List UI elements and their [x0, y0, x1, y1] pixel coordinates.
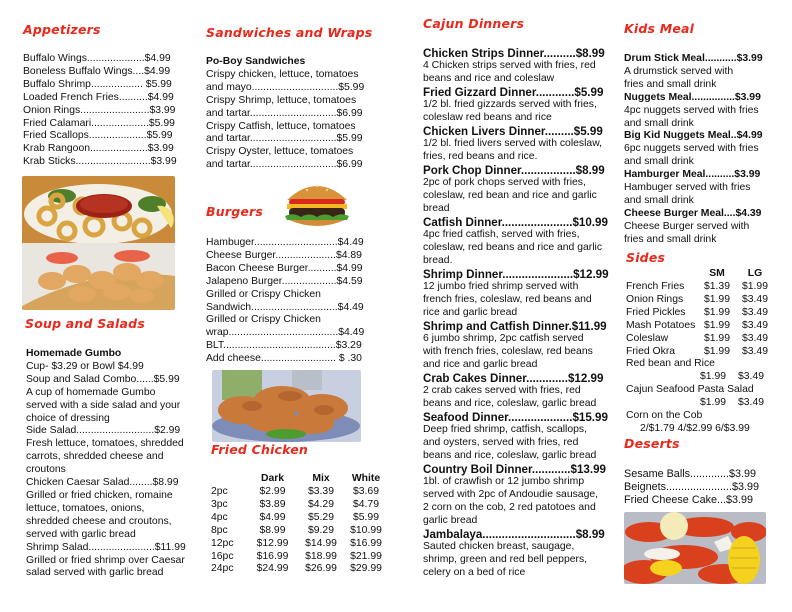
- col-size: [211, 473, 248, 486]
- sides-header: Sides: [626, 250, 666, 265]
- burgers-list: [206, 237, 364, 366]
- side-price-row: [626, 397, 774, 410]
- soup-line: served with a side salad and your: [26, 399, 181, 411]
- kids-header: Kids Meal: [624, 21, 695, 36]
- price-cell: $4.99: [259, 511, 286, 523]
- cajun-item-desc: with french fries, coleslaw, red beans: [423, 345, 593, 357]
- side-price: $1.99: [703, 293, 730, 305]
- cajun-item-desc: Sauted chicken breast, saugage,: [423, 540, 575, 552]
- side-price: $1.99: [703, 332, 730, 344]
- kids-item: [624, 208, 763, 247]
- side-price: $3.49: [741, 332, 768, 344]
- cajun-item-name: Fried Gizzard Dinner............$5.99: [423, 86, 604, 100]
- kids-item: [624, 92, 763, 131]
- cajun-item: [423, 372, 609, 411]
- cajun-item-desc: 2pc of pork chops served with fries,: [423, 177, 586, 189]
- appetizer-item: Fried Calamari....................$5.99: [23, 117, 175, 129]
- soup-line: Shrimp Salad.......................$11.99: [26, 541, 186, 553]
- price-cell: $18.99: [305, 550, 337, 562]
- kids-item-desc: fries and small drink: [624, 233, 717, 245]
- desserts-list: [624, 468, 759, 508]
- side-corn-prices: 2/$1.79 4/$2.99 6/$3.99: [640, 422, 750, 434]
- fried-chicken-table: [211, 473, 387, 576]
- price-cell: $8.99: [259, 524, 286, 536]
- burger-line: Grilled or Crispy Chicken: [206, 288, 321, 300]
- soup-line: salad served with garlic bread: [26, 567, 164, 579]
- cajun-item: [423, 320, 609, 372]
- piece-count: 4pc: [211, 511, 228, 523]
- appetizer-item: Boneless Buffalo Wings....$4.99: [23, 65, 171, 77]
- price-cell: $10.99: [350, 524, 382, 536]
- soups-list: [26, 348, 186, 580]
- side-name: Fried Okra: [626, 345, 676, 357]
- kids-item: [624, 130, 763, 169]
- cajun-item: [423, 125, 609, 164]
- appetizer-item: Buffalo Shrimp.................. $5.99: [23, 78, 172, 90]
- piece-count: 24pc: [211, 563, 234, 575]
- side-price-sm: $1.99: [700, 397, 727, 409]
- cajun-item-desc: and rice and garlic bread: [423, 358, 538, 370]
- cajun-item-desc: 4pc fried catfish, served with fries,: [423, 229, 580, 241]
- appetizer-item: Loaded French Fries..........$4.99: [23, 91, 174, 103]
- kids-item-desc: and small drink: [624, 156, 694, 168]
- cajun-item-desc: coleslaw red beans and rice: [423, 112, 552, 124]
- cajun-item-name: Seafood Dinner....................$15.99: [423, 410, 608, 424]
- side-name: Fried Pickles: [626, 306, 686, 318]
- col-white: White: [351, 473, 381, 485]
- soup-line: shredded cheese and croutons,: [26, 515, 172, 527]
- cajun-item-desc: fries, red beans and rice.: [423, 151, 538, 163]
- kids-item-desc: fries and small drink: [624, 78, 717, 90]
- kids-item-desc: A drumstick served with: [624, 65, 734, 77]
- col-side: [626, 268, 698, 281]
- burger-line: Grilled or Crispy Chicken: [206, 314, 321, 326]
- cajun-item-desc: 2 corn on the cob, 2 red patotoes and: [423, 501, 596, 513]
- fried-chicken-header-row: [211, 473, 387, 486]
- burger-line: BLT.......................................$3.29: [206, 340, 362, 352]
- cajun-item-name: Jambalaya.............................$8.99: [423, 527, 605, 541]
- burger-line: Add cheese.......................... $ .30: [206, 353, 362, 365]
- soup-line: Chicken Caesar Salad........$8.99: [26, 477, 179, 489]
- cajun-item-desc: 1/2 bl. fried livers served with coleslaw,: [423, 138, 603, 150]
- sandwich-line: Crispy chicken, lettuce, tomatoes: [206, 68, 359, 80]
- sandwiches-list: [206, 56, 364, 172]
- side-price-lg: $3.49: [738, 397, 765, 409]
- sandwich-line: and tartar..............................$6.99: [206, 159, 363, 171]
- price-cell: $5.99: [352, 511, 379, 523]
- cajun-item: [423, 528, 609, 580]
- fried-chicken-row: [211, 551, 387, 564]
- price-cell: $14.99: [305, 537, 337, 549]
- side-row: [626, 307, 774, 320]
- price-cell: $26.99: [305, 563, 337, 575]
- kids-list: [624, 53, 763, 247]
- appetizer-item: Buffalo Wings....................$4.99: [23, 53, 171, 64]
- kids-item-desc: 6pc nuggets served with fries: [624, 143, 759, 155]
- cajun-item-desc: shrimp, green and red bell peppers,: [423, 553, 588, 565]
- piece-count: 2pc: [211, 486, 228, 497]
- cajun-list: [423, 47, 609, 579]
- sides-table: [626, 268, 774, 358]
- sandwich-line: Crispy Catfish, lettuce, tomatoes: [206, 120, 356, 132]
- side-price: $3.49: [741, 319, 768, 331]
- soup-line: Fresh lettuce, tomatoes, shredded: [26, 438, 184, 450]
- kids-item-desc: Cheese Burger served with: [624, 220, 750, 232]
- cajun-item: [423, 268, 609, 320]
- appetizer-item: Onion Rings........................$3.99: [23, 104, 176, 116]
- cajun-item-name: Chicken Livers Dinner.........$5.99: [423, 125, 603, 139]
- soup-line: A cup of homemade Gumbo: [26, 386, 156, 398]
- price-cell: $21.99: [350, 550, 382, 562]
- cajun-item-desc: celery on a bed of rice: [423, 566, 526, 578]
- fried-chicken-header: Fried Chicken: [211, 442, 309, 457]
- side-row: [626, 320, 774, 333]
- soup-line: Cup- $3.29 or Bowl $4.99: [26, 360, 144, 372]
- kids-item-name: Drum Stick Meal...........$3.99: [624, 53, 763, 64]
- cajun-item-desc: coleslaw, red bean and rice and garlic: [423, 190, 597, 202]
- cajun-item: [423, 47, 609, 86]
- appetizer-item: Fried Scallops....................$5.99: [23, 130, 173, 142]
- side-name: French Fries: [626, 281, 685, 292]
- soup-line: Grilled or fried shrimp over Caesar: [26, 554, 185, 566]
- kids-item-desc: and small drink: [624, 194, 694, 206]
- price-cell: $16.99: [256, 550, 289, 562]
- fried-chicken-row: [211, 486, 387, 499]
- col-lg: LG: [747, 268, 763, 280]
- appetizer-item: Krab Rangoon....................$3.99: [23, 143, 174, 155]
- sandwich-heading: Po-Boy Sandwiches: [206, 56, 306, 67]
- price-cell: $3.39: [307, 486, 334, 497]
- price-cell: $4.79: [352, 498, 379, 510]
- side-name: Onion Rings: [626, 293, 684, 305]
- price-cell: $5.29: [307, 511, 334, 523]
- cajun-item-desc: 6 jumbo shrimp, 2pc catfish served: [423, 333, 584, 345]
- side-name: Coleslaw: [626, 332, 669, 344]
- side-row: [626, 281, 774, 294]
- cajun-item: [423, 164, 609, 216]
- cajun-item-name: Shrimp Dinner......................$12.99: [423, 267, 609, 281]
- soup-line: Grilled or fried chicken, romaine: [26, 489, 173, 501]
- piece-count: 16pc: [211, 550, 234, 562]
- cajun-item-desc: beans and rice, coleslaw, garlic bread: [423, 449, 597, 461]
- kids-item-name: Nuggets Meal...............$3.99: [624, 91, 761, 103]
- cajun-item-name: Chicken Strips Dinner..........$8.99: [423, 47, 605, 60]
- cajun-item-name: Pork Chop Dinner.................$8.99: [423, 164, 605, 178]
- soup-line: served with garlic bread: [26, 528, 136, 540]
- piece-count: 8pc: [211, 524, 228, 536]
- price-cell: $16.99: [350, 537, 382, 549]
- burger-line: wrap......................................$4.49: [206, 327, 365, 339]
- cajun-item-name: Shrimp and Catfish Dinner.$11.99: [423, 319, 607, 333]
- side-price: $3.49: [741, 345, 768, 357]
- side-price: $3.49: [741, 306, 768, 318]
- kids-item: [624, 169, 763, 208]
- side-price: $1.99: [741, 281, 768, 292]
- cajun-item-desc: Deep fried shrimp, catfish, scallops,: [423, 423, 588, 435]
- side-price: $3.49: [741, 293, 768, 305]
- soup-line: Soup and Salad Combo......$5.99: [26, 373, 180, 385]
- cajun-item-name: Crab Cakes Dinner.............$12.99: [423, 371, 604, 385]
- side-price-sm: $1.99: [700, 371, 727, 383]
- col-mix: Mix: [312, 473, 330, 485]
- soup-line: choice of dressing: [26, 412, 110, 424]
- fried-chicken-row: [211, 525, 387, 538]
- col-dark: Dark: [260, 473, 285, 485]
- side-row: [626, 333, 774, 346]
- crawfish-boil-photo: [624, 512, 766, 584]
- burger-line: Sandwich..............................$4.49: [206, 301, 364, 313]
- cajun-item-desc: rice and garlic bread: [423, 306, 518, 318]
- cajun-item-desc: 12 jumbo fried shrimp served with: [423, 281, 579, 293]
- price-cell: $3.69: [352, 486, 379, 497]
- cajun-item: [423, 216, 609, 268]
- side-row: [626, 294, 774, 307]
- kids-item-desc: Hambuger served with fries: [624, 182, 751, 194]
- dessert-item: Sesame Balls.............$3.99: [624, 468, 757, 480]
- side-row: [626, 346, 774, 359]
- soup-line: lettuce, tomatoes, onions,: [26, 502, 145, 514]
- side-price: $1.99: [703, 306, 730, 318]
- fried-chicken-row: [211, 538, 387, 551]
- soup-heading: Homemade Gumbo: [26, 348, 122, 359]
- soup-line: croutons: [26, 464, 66, 476]
- side-price-lg: $3.49: [738, 371, 765, 383]
- price-cell: $12.99: [256, 537, 289, 549]
- burger-line: Cheese Burger.....................$4.89: [206, 249, 362, 261]
- price-cell: $24.99: [256, 563, 289, 575]
- dessert-item: Fried Cheese Cake...$3.99: [624, 494, 754, 507]
- kids-item-name: Big Kid Nuggets Meal..$4.99: [624, 130, 763, 142]
- fried-chicken-row: [211, 499, 387, 512]
- burgers-header: Burgers: [206, 204, 264, 219]
- dessert-item: Beignets......................$3.99: [624, 481, 760, 494]
- side-corn-name: Corn on the Cob: [626, 410, 703, 422]
- fried-chicken-photo: [212, 370, 361, 442]
- cajun-item: [423, 411, 609, 463]
- appetizers-header: Appetizers: [23, 22, 101, 37]
- cajun-item: [423, 86, 609, 125]
- side-price-row: [626, 371, 774, 384]
- col-sm: SM: [709, 268, 725, 280]
- burger-line: Bacon Cheese Burger..........$4.99: [206, 262, 363, 274]
- sandwich-line: Crispy Oyster, lettuce, tomatoes: [206, 146, 354, 158]
- cajun-item-desc: french fries, coleslaw, red beans and: [423, 294, 592, 305]
- burger-line: Hambuger.............................$4.49: [206, 237, 364, 248]
- sandwiches-header: Sandwiches and Wraps: [206, 25, 373, 40]
- side-price: $1.39: [703, 281, 730, 292]
- kids-item-name: Hamburger Meal..........$3.99: [624, 169, 761, 181]
- side-name: Red bean and Rice: [626, 358, 715, 370]
- price-cell: $2.99: [259, 486, 286, 497]
- cajun-item-name: Catfish Dinner......................$10.99: [423, 215, 608, 229]
- kids-item-name: Cheese Burger Meal....$4.39: [624, 207, 762, 219]
- cajun-item-desc: served with 2pc of Andoudie sausage,: [423, 488, 599, 500]
- price-cell: $29.99: [350, 563, 382, 575]
- burger-photo: [283, 178, 351, 232]
- fried-chicken-row: [211, 512, 387, 525]
- sides-block: [626, 268, 774, 436]
- cajun-item-desc: 1/2 bl. fried gizzards served with fries,: [423, 99, 597, 111]
- soups-header: Soup and Salads: [25, 316, 145, 331]
- piece-count: 12pc: [211, 537, 234, 549]
- side-name: Mash Potatoes: [626, 319, 696, 331]
- appetizers-photo: [22, 176, 175, 310]
- cajun-item-name: Country Boil Dinner............$13.99: [423, 462, 606, 476]
- sandwich-line: Crispy Shrimp, lettuce, tomatoes: [206, 94, 357, 106]
- desserts-header: Deserts: [624, 436, 680, 451]
- appetizers-list: [23, 53, 177, 169]
- soup-line: Side Salad...........................$2.99: [26, 425, 181, 437]
- price-cell: $9.29: [307, 524, 334, 536]
- cajun-item-desc: bread.: [423, 254, 453, 266]
- cajun-item-desc: 4 Chicken strips served with fries, red: [423, 60, 596, 72]
- price-cell: $3.89: [259, 498, 286, 510]
- appetizer-item: Krab Sticks..........................$3.99: [23, 156, 177, 168]
- cajun-header: Cajun Dinners: [423, 16, 525, 31]
- fried-chicken-row: [211, 563, 387, 576]
- piece-count: 3pc: [211, 498, 228, 510]
- kids-item-desc: and small drink: [624, 117, 694, 129]
- kids-item-desc: 4pc nuggets served with fries: [624, 104, 759, 116]
- burger-line: Jalapeno Burger...................$4.59: [206, 275, 363, 287]
- side-price: $1.99: [703, 345, 730, 357]
- sandwich-line: and tartar..............................$5.99: [206, 133, 363, 145]
- sandwich-line: and mayo..............................$5.99: [206, 81, 365, 93]
- cajun-item-desc: coleslaw, red beans and rice and garlic: [423, 242, 603, 254]
- kids-item: [624, 53, 763, 92]
- side-name: Cajun Seafood Pasta Salad: [626, 384, 754, 396]
- cajun-item: [423, 463, 609, 528]
- cajun-item-desc: 1bl. of crawfish or 12 jumbo shrimp: [423, 475, 585, 487]
- sides-header-row: [626, 268, 774, 281]
- cajun-item-desc: and oysters, served with fries, red: [423, 436, 579, 448]
- cajun-item-desc: beans and rice and coleslaw: [423, 73, 555, 85]
- side-price: $1.99: [703, 319, 730, 331]
- cajun-item-desc: beans and rice, coleslaw, garlic bread: [423, 397, 597, 409]
- soup-line: carrots, shredded cheese and: [26, 451, 164, 463]
- cajun-item-desc: garlic bread: [423, 514, 478, 526]
- price-cell: $4.29: [307, 498, 334, 510]
- cajun-item-desc: 2 crab cakes served with fries, red: [423, 384, 581, 396]
- cajun-item-desc: bread: [423, 203, 450, 215]
- sandwich-line: and tartar..............................$6.99: [206, 107, 363, 119]
